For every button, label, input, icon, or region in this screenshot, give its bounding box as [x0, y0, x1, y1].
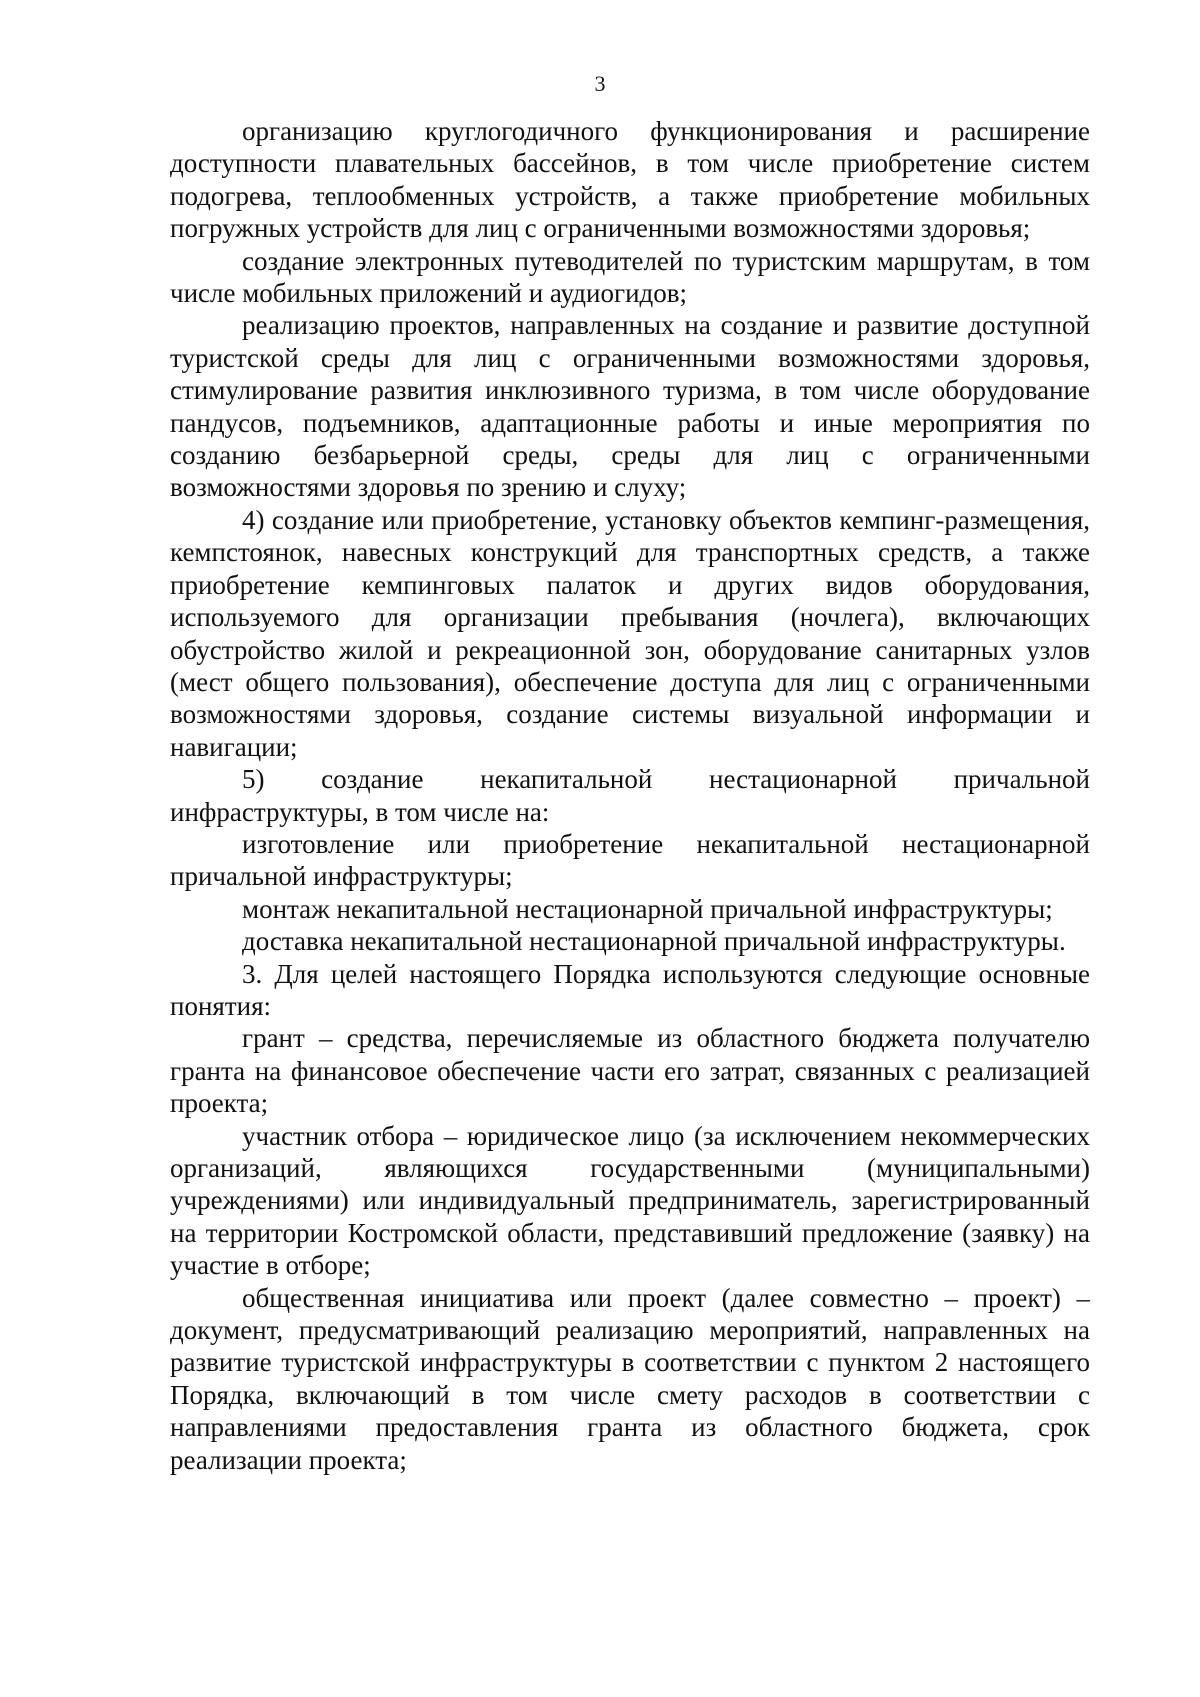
paragraph-definition-project: общественная инициатива или проект (далее совместно – проект) – документ, предусматривающий реализацию мероприятий, направленных на развитие туристской инфраструктуры в соответствии с пунктом 2 настоящего Порядка, включающий в том числе смету расходов в соответствии с направлениями предоставления гранта из областного бюджета, срок реализации проекта;	[170, 1282, 1090, 1475]
paragraph-e-guides: создание электронных путеводителей по туристским маршрутам, в том числе мобильных приложений и аудиогидов;	[170, 245, 1090, 309]
paragraph-delivery: доставка некапитальной нестационарной причальной инфраструктуры.	[242, 926, 1066, 957]
paragraph-definition-participant: участник отбора – юридическое лицо (за исключением некоммерческих организаций, являющихся государственными (муниципальными) учреждениями) или индивидуальный предприниматель, зарегистрированный на территории Костромской области, представивший предложение (заявку) на участие в отборе;	[170, 1120, 1090, 1281]
paragraph-definition-grant: грант – средства, перечисляемые из областного бюджета получателю гранта на финансовое обеспечение части его затрат, связанных с реализацией проекта;	[170, 1023, 1090, 1119]
paragraph-item-4-camping: 4) создание или приобретение, установку объектов кемпинг-размещения, кемпстоянок, навесных конструкций для транспортных средств, а также приобретение кемпинговых палаток и других видов оборудования, используемого для организации пребывания (ночлега), включающих обустройство жилой и рекреационной зон, оборудование санитарных узлов (мест общего пользования), обеспечение доступа для лиц с ограниченными возможностями здоровья, создание системы визуальной информации и навигации;	[170, 504, 1090, 762]
document-body	[170, 115, 1090, 1476]
paragraph-item-5-mooring: 5) создание некапитальной нестационарной причальной инфраструктуры, в том числе на:	[170, 764, 1090, 827]
paragraph-pools: организацию круглогодичного функционирования и расширение доступности плавательных бассейнов, в том числе приобретение систем подогрева, теплообменных устройств, а также приобретение мобильных погружных устройств для лиц с ограниченными возможностями здоровья;	[170, 116, 1090, 244]
page-number: 3	[594, 71, 606, 96]
paragraph-manufacture: изготовление или приобретение некапитальной нестационарной причальной инфраструктуры;	[170, 828, 1090, 892]
paragraph-accessible-environment: реализацию проектов, направленных на создание и развитие доступной туристской среды для лиц с ограниченными возможностями здоровья, стимулирование развития инклюзивного туризма, в том числе оборудование пандусов, подъемников, адаптационные работы и иные мероприятия по созданию безбарьерной среды, среды для лиц с ограниченными возможностями здоровья по зрению и слуху;	[170, 310, 1090, 503]
paragraph-section-3: 3. Для целей настоящего Порядка используются следующие основные понятия:	[170, 958, 1090, 1021]
paragraph-installation: монтаж некапитальной нестационарной причальной инфраструктуры;	[242, 893, 1053, 924]
